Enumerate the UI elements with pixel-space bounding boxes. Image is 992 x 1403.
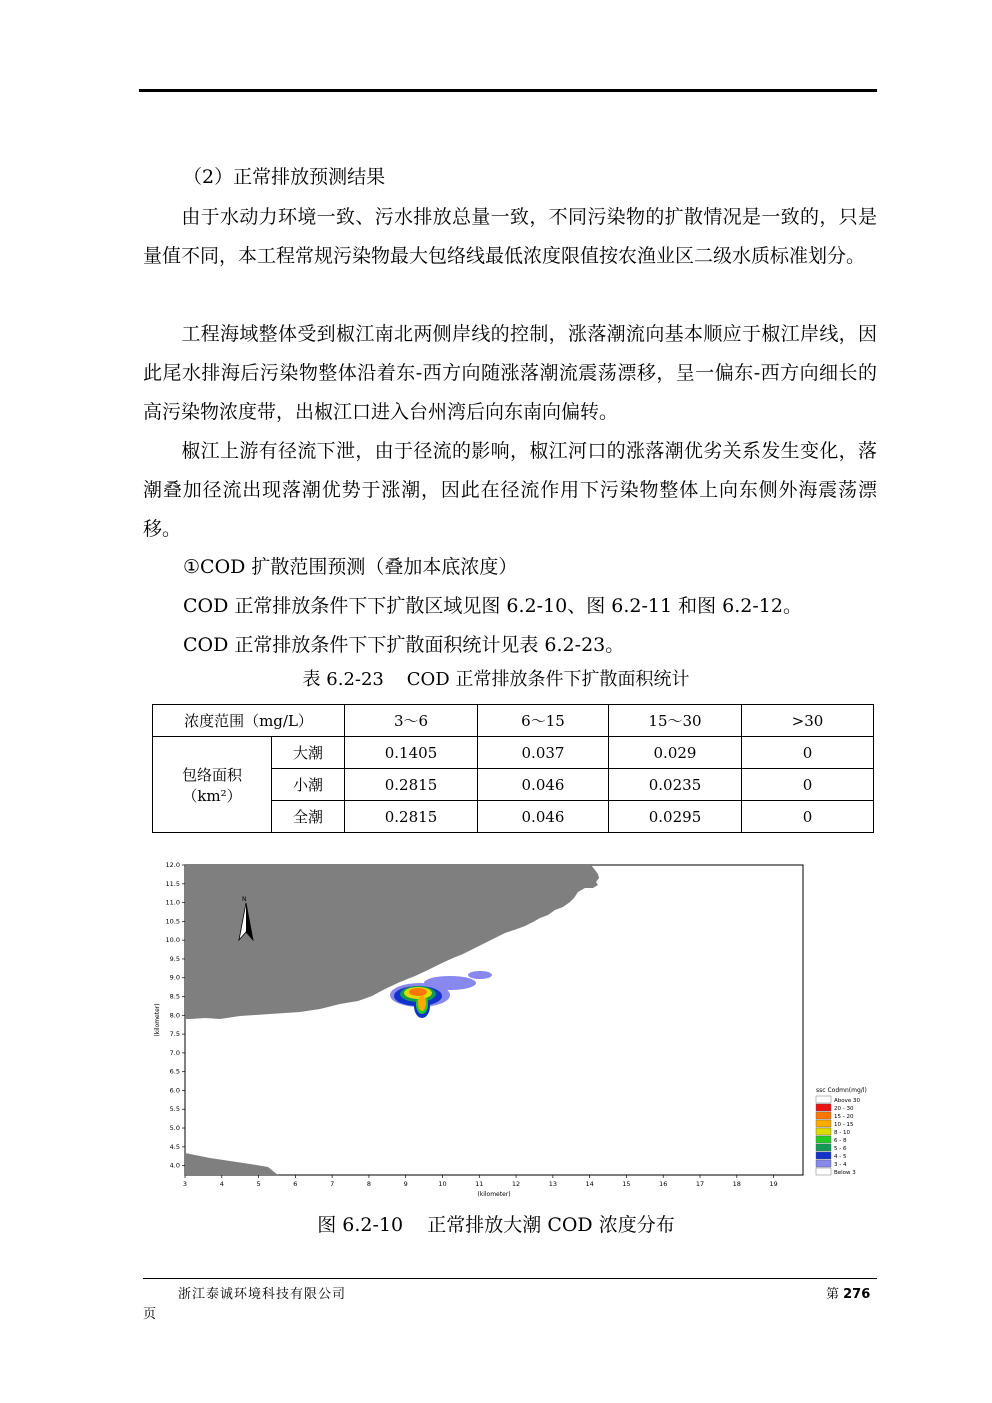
table-reference: COD 正常排放条件下下扩散面积统计见表 6.2-23。 — [183, 634, 625, 656]
paragraph-1-text: 由于水动力环境一致、污水排放总量一致，不同污染物的扩散情况是一致的，只是量值不同，本工程常规污染物最大包络线最低浓度限值按农渔业区二级水质标准划分。 — [143, 206, 877, 267]
legend-label: 10 - 15 — [834, 1122, 854, 1128]
table-cell: 0.1405 — [345, 737, 478, 769]
legend-swatch — [816, 1152, 831, 1159]
x-axis — [183, 1175, 778, 1188]
footer-page-suffix: 页 — [143, 1307, 157, 1322]
x-tick-label: 17 — [695, 1180, 705, 1188]
table-row-label: 全潮 — [272, 801, 345, 833]
legend-label: 4 - 5 — [834, 1154, 847, 1160]
table-header-row — [153, 705, 874, 737]
table-row — [153, 737, 874, 769]
x-tick-label: 10 — [438, 1180, 447, 1188]
x-tick-label: 16 — [659, 1180, 668, 1188]
x-tick-label: 5 — [256, 1180, 261, 1188]
y-tick-label: 10.0 — [165, 936, 180, 945]
x-tick-label: 18 — [732, 1180, 741, 1188]
table-cell: 0.046 — [478, 801, 609, 833]
table-corner: 浓度范围（mg/L） — [153, 705, 345, 737]
legend-swatch — [816, 1112, 831, 1119]
table-col-header: 15～30 — [609, 705, 742, 737]
table-cell: 0.037 — [478, 737, 609, 769]
y-tick-label: 11.0 — [165, 898, 180, 907]
legend-swatch — [816, 1104, 831, 1111]
y-tick-label: 7.0 — [169, 1048, 180, 1057]
header-rule — [139, 89, 877, 92]
table-cell: 0 — [742, 769, 874, 801]
legend-label: 8 - 10 — [834, 1130, 850, 1136]
table-cell: 0.046 — [478, 769, 609, 801]
table-cell: 0.2815 — [345, 801, 478, 833]
group-unit-text: （km²） — [182, 786, 242, 805]
legend-swatch — [816, 1168, 831, 1175]
legend-title: ssc Codmn(mg/l) — [816, 1087, 867, 1094]
y-tick-label: 6.5 — [169, 1067, 180, 1076]
footer-page — [826, 1283, 870, 1302]
y-tick-label: 9.0 — [169, 973, 180, 982]
legend-swatch — [816, 1128, 831, 1135]
plume-contour — [409, 988, 427, 996]
legend — [816, 1087, 867, 1176]
legend-label: 6 - 8 — [834, 1138, 847, 1144]
table-row-label: 小潮 — [272, 769, 345, 801]
x-tick-label: 12 — [511, 1180, 521, 1188]
table-row-label: 大潮 — [272, 737, 345, 769]
table-cell: 0.0295 — [609, 801, 742, 833]
x-tick-label: 7 — [330, 1180, 335, 1188]
table-cell: 0 — [742, 801, 874, 833]
table-col-header: 3～6 — [345, 705, 478, 737]
table-cell: 0.029 — [609, 737, 742, 769]
plot-area — [154, 861, 867, 1198]
figure-caption: 图 6.2-10 正常排放大潮 COD 浓度分布 — [317, 1214, 675, 1236]
y-tick-label: 12.0 — [165, 861, 180, 869]
section-heading: （2）正常排放预测结果 — [183, 166, 386, 188]
paragraph-2 — [143, 315, 877, 432]
legend-swatch — [816, 1160, 831, 1167]
page-number: 276 — [843, 1287, 871, 1302]
y-axis — [166, 861, 185, 1170]
y-tick-label: 5.0 — [169, 1124, 180, 1133]
group-label-text: 包络面积 — [181, 765, 242, 784]
legend-swatch — [816, 1096, 831, 1103]
y-tick-label: 5.5 — [169, 1105, 180, 1114]
x-tick-label: 11 — [475, 1180, 484, 1188]
paragraph-3-text: 椒江上游有径流下泄，由于径流的影响，椒江河口的涨落潮优劣关系发生变化，落潮叠加径流出现落潮优势于涨潮，因此在径流作用下污染物整体上向东侧外海震荡漂移。 — [143, 440, 877, 540]
y-tick-label: 4.5 — [169, 1142, 180, 1151]
y-tick-label: 9.5 — [169, 954, 180, 963]
legend-label: 15 - 20 — [834, 1114, 854, 1120]
footer-rule — [143, 1278, 877, 1279]
y-tick-label: 8.0 — [169, 1011, 180, 1020]
legend-label: 5 - 6 — [834, 1146, 847, 1152]
cod-concentration-map — [150, 858, 880, 1203]
x-tick-label: 13 — [548, 1180, 557, 1188]
table-cell: 0.0235 — [609, 769, 742, 801]
cod-subheading: ①COD 扩散范围预测（叠加本底浓度） — [183, 556, 518, 578]
footer-company: 浙江泰诚环境科技有限公司 — [178, 1287, 347, 1302]
legend-swatch — [816, 1136, 831, 1143]
legend-label: 3 - 4 — [834, 1162, 847, 1168]
area-table — [152, 704, 874, 833]
legend-swatch — [816, 1144, 831, 1151]
paragraph-1 — [143, 198, 877, 276]
x-axis-label: (kilometer) — [477, 1191, 511, 1198]
y-tick-label: 11.5 — [165, 879, 180, 888]
legend-label: Above 30 — [834, 1098, 861, 1104]
table-group-label — [153, 737, 272, 833]
table-col-header: 6～15 — [478, 705, 609, 737]
table-cell: 0 — [742, 737, 874, 769]
y-tick-label: 4.0 — [169, 1161, 180, 1170]
y-axis-label: (kilometer) — [154, 1003, 161, 1037]
x-tick-label: 19 — [769, 1180, 778, 1188]
paragraph-3 — [143, 432, 877, 549]
x-tick-label: 15 — [622, 1180, 631, 1188]
figure-reference: COD 正常排放条件下下扩散区域见图 6.2-10、图 6.2-11 和图 6.2-12。 — [183, 595, 802, 617]
x-tick-label: 4 — [219, 1180, 224, 1188]
x-tick-label: 8 — [366, 1180, 371, 1188]
north-label: N — [242, 896, 247, 903]
x-tick-label: 14 — [585, 1180, 594, 1188]
table-col-header: >30 — [742, 705, 874, 737]
legend-label: 20 - 30 — [834, 1106, 854, 1112]
y-tick-label: 8.5 — [169, 992, 180, 1001]
paragraph-2-text: 工程海域整体受到椒江南北两侧岸线的控制，涨落潮流向基本顺应于椒江岸线，因此尾水排海后污染物整体沿着东-西方向随涨落潮流震荡漂移，呈一偏东-西方向细长的高污染物浓度带，出椒江口进入台州湾后向东南向偏转。 — [143, 323, 877, 423]
legend-label: Below 3 — [834, 1170, 856, 1176]
x-tick-label: 6 — [293, 1180, 298, 1188]
table-cell: 0.2815 — [345, 769, 478, 801]
x-tick-label: 3 — [182, 1180, 188, 1188]
plume-contour — [468, 971, 492, 979]
plume-contour — [418, 995, 426, 1011]
legend-swatch — [816, 1120, 831, 1127]
page-prefix: 第 — [826, 1287, 844, 1302]
y-tick-label: 7.5 — [169, 1030, 180, 1039]
table-title: 表 6.2-23 COD 正常排放条件下扩散面积统计 — [302, 669, 690, 690]
y-tick-label: 6.0 — [169, 1086, 180, 1095]
y-tick-label: 10.5 — [165, 917, 180, 926]
x-tick-label: 9 — [403, 1180, 408, 1188]
